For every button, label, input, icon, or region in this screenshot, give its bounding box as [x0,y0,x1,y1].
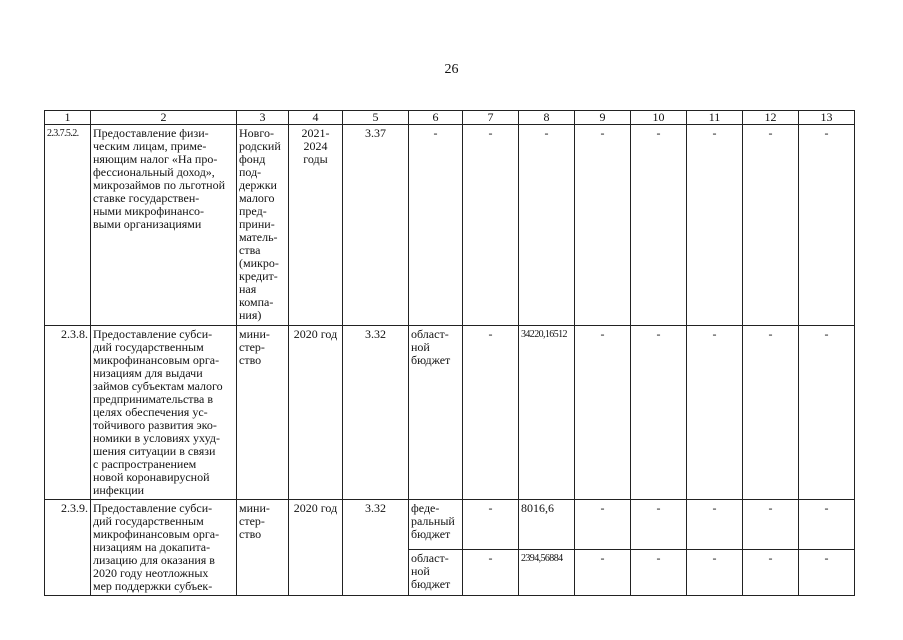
row-executor: Новго- родский фонд под- держки малого пред- прини- матель- ства (микро- кредит- ная компа- ния) [237,125,289,326]
row-period: 2020 год [289,326,343,500]
column-number: 2 [91,111,237,125]
row-value: 8016,6 [519,500,575,550]
row-value: - [799,326,855,500]
row-code: 2.3.7.5.2. [45,125,91,326]
program-activities-table [44,110,855,596]
row-value: - [687,500,743,550]
row-value: - [631,326,687,500]
table-row [45,500,855,550]
table-header-row [45,111,855,125]
row-value: - [463,550,519,596]
column-number: 11 [687,111,743,125]
column-number: 4 [289,111,343,125]
row-period: 2021- 2024 годы [289,125,343,326]
page-number: 26 [444,62,459,77]
row-value: - [631,125,687,326]
row-description: Предоставление субси- дий государственным микрофинансовым орга- низациям для выдачи займов субъектам малого предпринимательства в целях обеспечения ус- тойчивого развития эко- номики в условиях ухуд- шения ситуации в связи с распространением новой коронавирусной инфекции [91,326,237,500]
column-number: 5 [343,111,409,125]
row-code: 2.3.9. [45,500,91,596]
table-row [45,125,855,326]
row-value: - [687,125,743,326]
row-period: 2020 год [289,500,343,596]
row-target: 3.32 [343,326,409,500]
row-target: 3.32 [343,500,409,596]
column-number: 3 [237,111,289,125]
row-value: - [743,125,799,326]
row-description: Предоставление физи- ческим лицам, приме- няющим налог «На про- фессиональный доход», микрозаймов по льготной ставке государствен- ными микрофинансо- выми организациями [91,125,237,326]
row-value: - [519,125,575,326]
column-number: 10 [631,111,687,125]
column-number: 7 [463,111,519,125]
column-number: 1 [45,111,91,125]
column-number: 9 [575,111,631,125]
row-value: - [575,500,631,550]
row-value: - [463,125,519,326]
row-value: - [575,550,631,596]
row-value: - [463,500,519,550]
row-value: - [575,125,631,326]
row-value: - [631,550,687,596]
column-number: 13 [799,111,855,125]
row-value: - [687,550,743,596]
row-value: - [743,500,799,550]
row-value: 34220,16512 [519,326,575,500]
row-source: област- ной бюджет [409,550,463,596]
row-value: - [575,326,631,500]
column-number: 8 [519,111,575,125]
row-target: 3.37 [343,125,409,326]
row-value: - [799,550,855,596]
row-value: - [687,326,743,500]
row-value: - [743,326,799,500]
row-value: - [463,326,519,500]
row-source: област- ной бюджет [409,326,463,500]
row-value: - [743,550,799,596]
row-value: - [631,500,687,550]
row-executor: мини- стер- ство [237,500,289,596]
column-number: 12 [743,111,799,125]
column-number: 6 [409,111,463,125]
table-row [45,326,855,500]
row-value: - [799,500,855,550]
row-description: Предоставление субси- дий государственным микрофинансовым орга- низациям на докапита- лизацию для оказания в 2020 году неотложных мер поддержки субъек- [91,500,237,596]
row-source: - [409,125,463,326]
row-value: 2394,56884 [519,550,575,596]
row-source: феде- ральный бюджет [409,500,463,550]
row-code: 2.3.8. [45,326,91,500]
row-value: - [799,125,855,326]
row-executor: мини- стер- ство [237,326,289,500]
